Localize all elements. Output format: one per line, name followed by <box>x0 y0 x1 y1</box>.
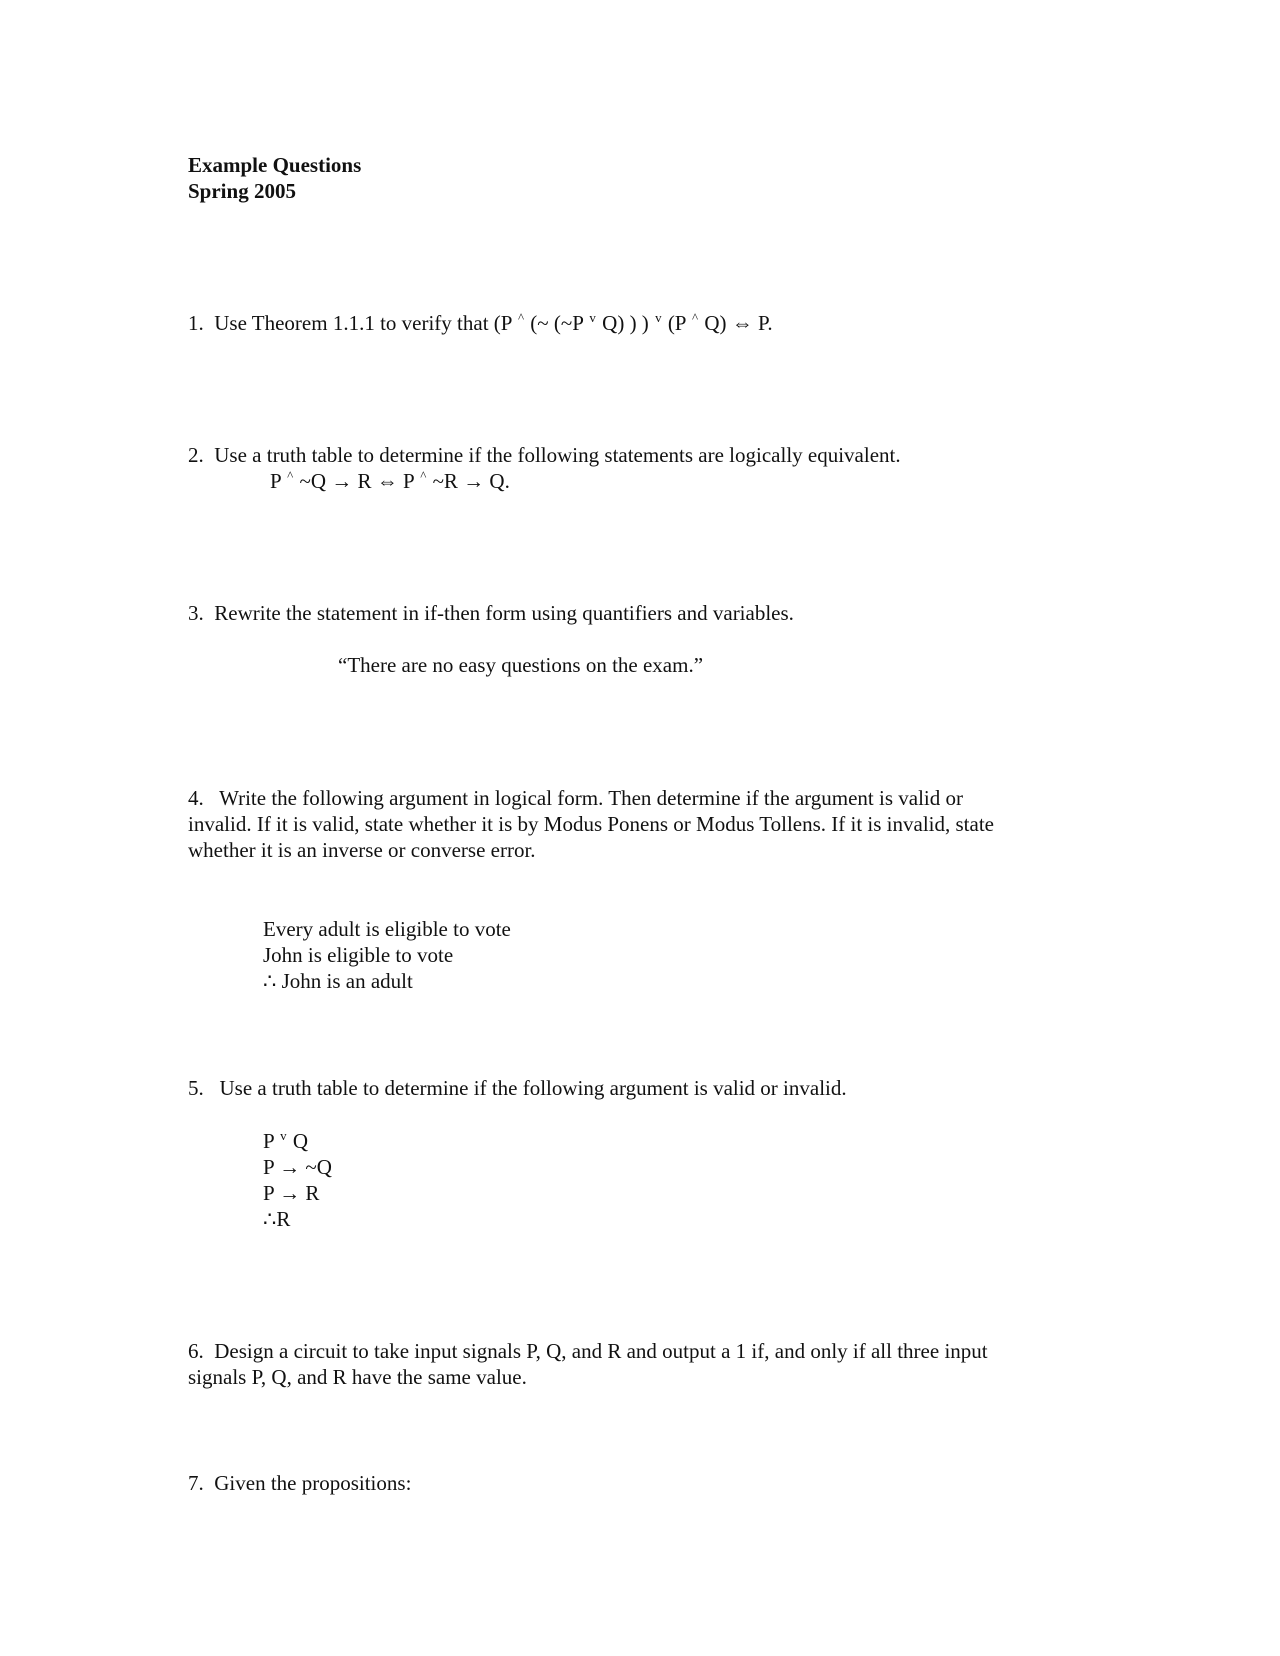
question-number: 3. <box>188 601 204 625</box>
expression-text: ~R → Q. <box>432 469 510 493</box>
question-number: 2. <box>188 443 204 467</box>
question-text: (P <box>667 311 686 335</box>
document-title: Example Questions <box>188 153 362 177</box>
question-6-line-2: signals P, Q, and R have the same value. <box>188 1365 527 1389</box>
wedge-symbol: ^ <box>287 468 294 483</box>
wedge-symbol: ^ <box>691 310 699 325</box>
vee-symbol: v <box>280 1128 287 1143</box>
wedge-symbol: ^ <box>517 310 525 325</box>
document-term: Spring 2005 <box>188 179 296 203</box>
question-4-line-3: whether it is an inverse or converse error. <box>188 838 536 862</box>
question-number: 5. <box>188 1076 204 1100</box>
argument-line: John is eligible to vote <box>263 943 454 967</box>
question-text: Q) ) ) <box>602 311 649 335</box>
premise-text: P <box>263 1129 274 1153</box>
vee-symbol: v <box>589 310 596 325</box>
question-text: Design a circuit to take input signals P, Q, and R and output a 1 if, and only if all three input <box>214 1339 988 1363</box>
expression-text: ~Q → R ⇔ P <box>299 469 414 493</box>
question-4 <box>188 785 963 811</box>
question-text: Q) ⇔ P. <box>704 311 773 335</box>
question-text: Use a truth table to determine if the following argument is valid or invalid. <box>219 1076 847 1100</box>
question-text: Use a truth table to determine if the following statements are logically equivalent. <box>214 443 901 467</box>
question-1 <box>188 310 773 339</box>
argument-conclusion: ∴R <box>263 1207 291 1231</box>
question-text: Given the propositions: <box>214 1471 412 1495</box>
question-text: (~ (~P <box>530 311 584 335</box>
question-2-expression <box>270 468 510 497</box>
premise-text: Q <box>292 1129 309 1153</box>
question-5 <box>188 1075 847 1101</box>
question-number: 6. <box>188 1339 204 1363</box>
wedge-symbol: ^ <box>420 468 427 483</box>
question-7 <box>188 1470 411 1496</box>
question-text: Use Theorem 1.1.1 to verify that (P <box>214 311 512 335</box>
premise-line: P → ~Q <box>263 1155 332 1179</box>
argument-conclusion: ∴ John is an adult <box>263 969 413 993</box>
vee-symbol: v <box>655 310 662 325</box>
premise-line: P → R <box>263 1181 320 1205</box>
expression-text: P <box>270 469 281 493</box>
question-2 <box>188 442 901 468</box>
question-text: Write the following argument in logical form. Then determine if the argument is valid or <box>219 786 964 810</box>
question-3-quote: “There are no easy questions on the exam.” <box>338 653 704 677</box>
question-number: 4. <box>188 786 204 810</box>
question-text: Rewrite the statement in if-then form using quantifiers and variables. <box>214 601 794 625</box>
premise-line <box>263 1128 308 1157</box>
question-6 <box>188 1338 988 1364</box>
question-number: 7. <box>188 1471 204 1495</box>
question-3 <box>188 600 794 626</box>
question-number: 1. <box>188 311 204 335</box>
question-4-line-2: invalid. If it is valid, state whether it is by Modus Ponens or Modus Tollens. If it is invalid, state <box>188 812 994 836</box>
argument-line: Every adult is eligible to vote <box>263 917 511 941</box>
